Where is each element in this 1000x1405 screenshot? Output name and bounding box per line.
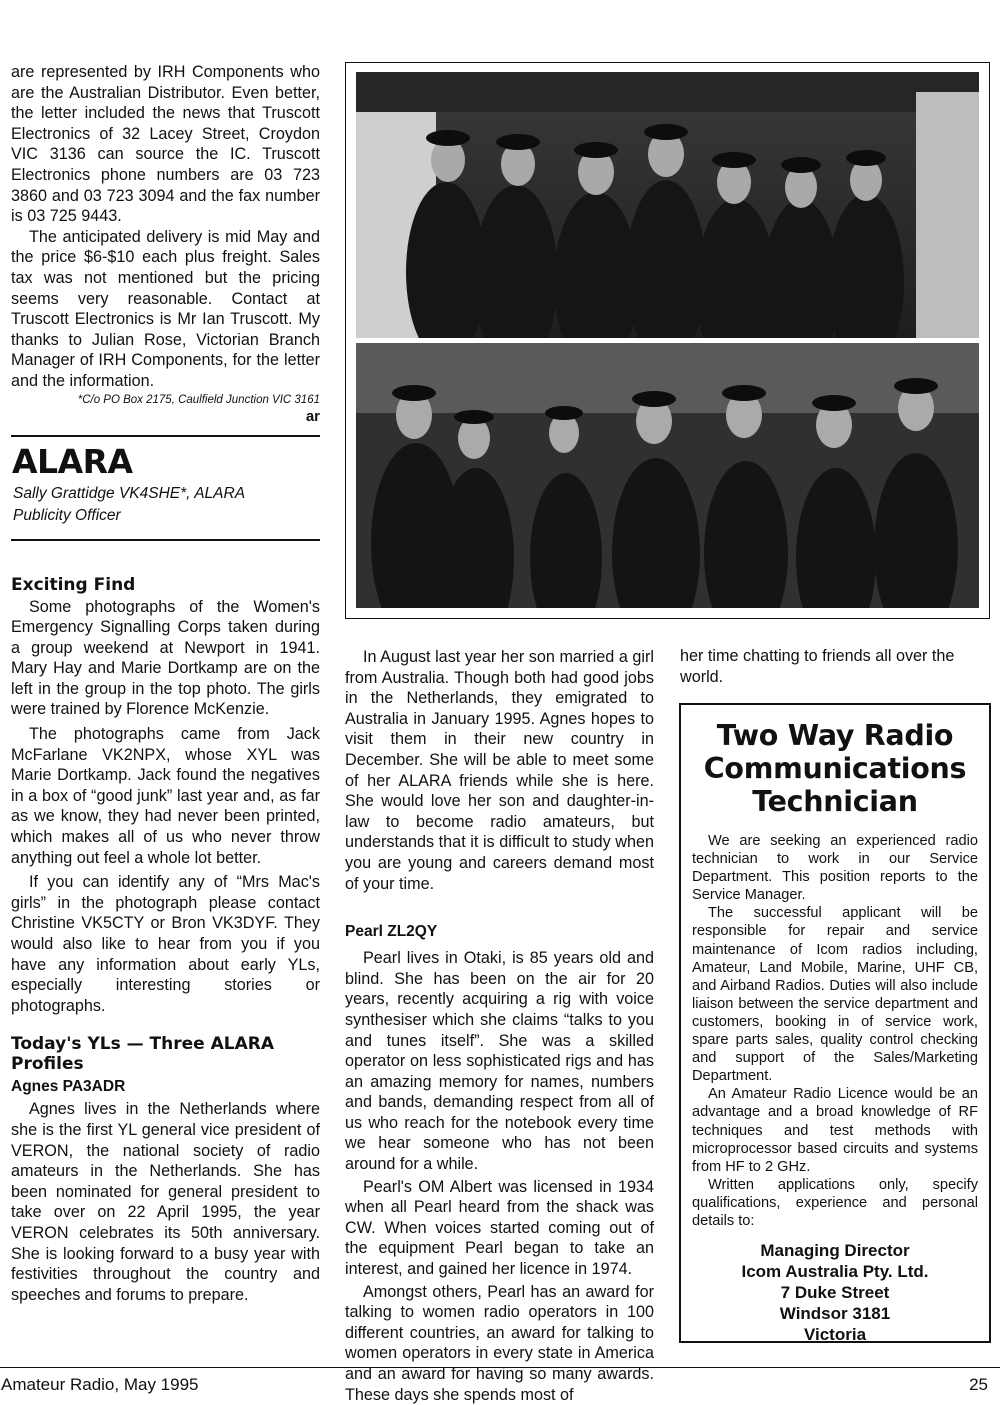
top-group-photo	[356, 72, 979, 338]
pearl-paragraph-1: Pearl lives in Otaki, is 85 years old and blind. She has been on the air for 20 years, recently acquiring a rig with voice synthesiser which she claims “talks to you and tunes itself”. She was a skilled operator on less sophisticated rigs and has an amazing memory for names, numbers and bands, demanding respect from all of us who reach for the notebook every time we hear someone who has not been around for a while.	[345, 949, 654, 1174]
exciting-find-paragraph-2: The photographs came from Jack McFarlane VK2NPX, whose XYL was Marie Dortkamp. Jack found the negatives in a box of “good junk” last year and, as far as we know, they had never been printed, which makes all of us who never throw anything out feel a whole lot better.	[11, 725, 320, 867]
address-note: *C/o PO Box 2175, Caulfield Junction VIC 3161	[77, 393, 320, 406]
contact-state: Victoria	[803, 1325, 867, 1345]
contact-title: Managing Director	[760, 1241, 910, 1261]
pearl-paragraph-3-continued: her time chatting to friends all over the world.	[680, 647, 955, 686]
group-photo-bottom-image	[356, 343, 979, 608]
contact-company: Icom Australia Pty. Ltd.	[741, 1262, 929, 1282]
author-byline: Sally Grattidge VK4SHE*, ALARA	[13, 484, 246, 502]
contact-street: 7 Duke Street	[780, 1283, 890, 1303]
ad-contact-block	[692, 1240, 978, 1345]
todays-yls-heading: Today's YLs — Three ALARA Profiles	[11, 1034, 275, 1075]
agnes-paragraph-2: In August last year her son married a girl from Australia. Though both had good jobs in the Netherlands, they emigrated to Australia in January 1995. Agnes hopes to visit them in their new country in December. She will be able to meet some of her ALARA friends while she is here. She would love her son and daughter-in-law to become radio amateurs, but understands that it is difficult to study when you are young and careers demand most of your time.	[345, 648, 654, 893]
author-role: Publicity Officer	[13, 506, 121, 524]
bottom-group-photo	[356, 343, 979, 608]
exciting-find-paragraph-3: If you can identify any of “Mrs Mac's girls” in the photograph please contact Christine VK5CTY or Bron VK3DYF. They would also like to hear from you if you have any information about early YLs, especially interesting stories or photographs.	[11, 873, 320, 1015]
ad-paragraph-4: Written applications only, specify qualifications, experience and personal details to:	[692, 1176, 978, 1229]
section-divider-top	[11, 435, 320, 437]
ad-title: Two Way Radio Communications Technician	[703, 719, 967, 818]
pearl-paragraph-3: Amongst others, Pearl has an award for talking to women radio operators in 100 different countries, an award for talking to women operators in every state in America and an award for having so many awards. These days she spends most of	[345, 1282, 654, 1404]
agnes-paragraph-1: Agnes lives in the Netherlands where she is the first YL general vice president of VERON, the national society of radio amateurs in the Netherlands. She has been nominated for general president to take over on 22 April 1995, the year VERON celebrates its 50th anniversary. She is looking forward to a busy year with festivities throughout the country and speeches and forums to prepare.	[11, 1100, 320, 1304]
section-divider-bottom	[11, 539, 320, 541]
contact-suburb: Windsor 3181	[779, 1304, 891, 1324]
ad-paragraph-1: We are seeking an experienced radio technician to work in our Service Department. This position reports to the Service Manager.	[692, 833, 978, 904]
footer-publication: Amateur Radio, May 1995	[1, 1375, 199, 1394]
exciting-find-paragraph-1: Some photographs of the Women's Emergency Signalling Corps taken during a group weekend at Newport in 1941. Mary Hay and Marie Dortkamp are on the left in the group in the top photo. The girls were trained by Florence McKenzie.	[11, 597, 320, 719]
intro-paragraph-2: The anticipated delivery is mid May and the price $6-$10 each plus freight. Sales tax was not mentioned but the pricing seems very reasonable. Contact at Truscott Electronics is Mr Ian Truscott. My thanks to Julian Rose, Victorian Branch Manager of IRH Components, for the letter and the information.	[11, 227, 320, 390]
middle-column	[345, 647, 654, 1405]
pearl-paragraph-2: Pearl's OM Albert was licensed in 1934 when all Pearl heard from the shack was CW. When voices started coming out of the equipment Pearl began to take an interest, and gained her licence in 1974.	[345, 1177, 654, 1279]
footer-rule	[0, 1367, 1000, 1368]
exciting-find-heading: Exciting Find	[11, 574, 136, 595]
group-photo-top-image	[356, 72, 979, 338]
job-advertisement	[679, 703, 991, 1343]
ad-paragraph-2: The successful applicant will be responsible for repair and service maintenance of Icom radios including, Amateur, Land Mobile, Marine, UHF CB, and Airband Radios. Duties will also include liaison between the service department and customers, booking in of service work, spare parts sales, quality control checking and support of the Sales/Marketing Department.	[692, 905, 978, 1085]
agnes-heading: Agnes PA3ADR	[11, 1078, 126, 1096]
pearl-heading: Pearl ZL2QY	[345, 923, 438, 941]
footer-page-number: 25	[969, 1375, 988, 1394]
ad-paragraph-3: An Amateur Radio Licence would be an advantage and a broad knowledge of RF techniques and test methods with microprocessor based circuits and systems from HF to 2 GHz.	[692, 1086, 978, 1175]
intro-paragraph-1: are represented by IRH Components who are the Australian Distributor. Even better, the letter included the news that Truscott Electronics of 32 Lacey Street, Croydon VIC 3136 can source the IC. Truscott Electronics phone numbers are 03 723 3860 and 03 723 3094 and the fax number is 03 725 9443.	[11, 63, 320, 226]
end-mark: ar	[305, 407, 320, 425]
section-title: ALARA	[12, 441, 133, 481]
left-column	[11, 62, 320, 1305]
photo-frame	[345, 62, 990, 619]
right-column	[680, 646, 990, 687]
